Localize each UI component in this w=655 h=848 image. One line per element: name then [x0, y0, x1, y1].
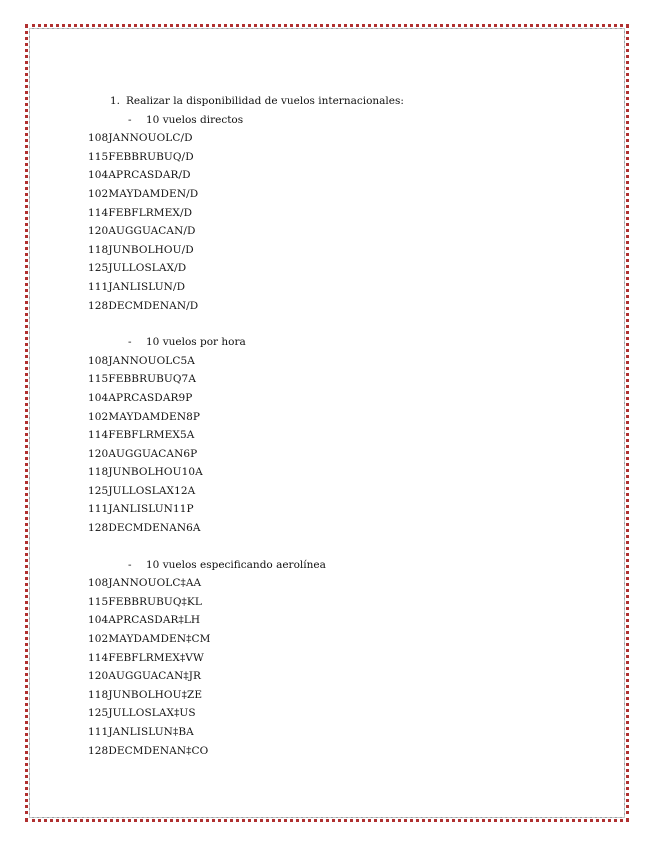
code-line: 115FEBBRUBUQ/D: [88, 150, 194, 163]
code-line: 111JANLISLUN11P: [88, 503, 194, 516]
code-line: 125JULLOSLAX12A: [88, 484, 196, 497]
code-line: 102MAYDAMDEN/D: [88, 187, 199, 200]
section-title: 10 vuelos especificando aerolínea: [146, 558, 326, 571]
code-line: 104APRCASDAR9P: [88, 391, 193, 404]
code-line: 114FEBFLRMEX/D: [88, 206, 193, 219]
code-list-aerolinea: [88, 574, 588, 760]
code-line: 118JUNBOLHOU/D: [88, 243, 194, 256]
code-line: 120AUGGUACAN/D: [88, 225, 196, 238]
code-line: 125JULLOSLAX/D: [88, 262, 187, 275]
code-line: 120AUGGUACAN‡JR: [88, 670, 202, 683]
spacer: [88, 538, 588, 556]
code-line: 108JANNOUOLC/D: [88, 132, 193, 145]
code-line: 102MAYDAMDEN8P: [88, 410, 201, 423]
bullet-dash: -: [128, 336, 132, 349]
code-line: 108JANNOUOLC5A: [88, 354, 195, 367]
code-line: 120AUGGUACAN6P: [88, 447, 198, 460]
code-line: 118JUNBOLHOU10A: [88, 466, 203, 479]
bullet-dash: -: [128, 113, 132, 126]
code-line: 104APRCASDAR‡LH: [88, 614, 201, 627]
section-title: 10 vuelos por hora: [146, 336, 246, 349]
code-line: 128DECMDENAN‡CO: [88, 744, 209, 757]
code-line: 115FEBBRUBUQ7A: [88, 373, 197, 386]
code-list-directos: [88, 129, 588, 315]
code-line: 118JUNBOLHOU‡ZE: [88, 688, 203, 701]
code-line: 102MAYDAMDEN‡CM: [88, 633, 211, 646]
code-line: 114FEBFLRMEX‡VW: [88, 651, 204, 664]
document-body: [88, 92, 588, 760]
code-line: 128DECMDENAN/D: [88, 299, 199, 312]
numbered-heading: [88, 92, 588, 111]
code-line: 104APRCASDAR/D: [88, 169, 191, 182]
spacer: [88, 315, 588, 333]
code-line: 111JANLISLUN‡BA: [88, 726, 194, 738]
section-title-por-hora: [88, 333, 588, 352]
code-line: 108JANNOUOLC‡AA: [88, 577, 202, 590]
code-line: 128DECMDENAN6A: [88, 522, 201, 535]
code-line: 125JULLOSLAX‡US: [88, 707, 196, 720]
code-line: 114FEBFLRMEX5A: [88, 429, 195, 442]
code-line: 111JANLISLUN/D: [88, 280, 186, 293]
bullet-dash: -: [128, 558, 132, 571]
code-line: 115FEBBRUBUQ‡KL: [88, 595, 202, 608]
section-title: 10 vuelos directos: [146, 113, 244, 126]
section-title-directos: [88, 111, 588, 130]
heading-number: 1.: [110, 95, 121, 107]
code-list-por-hora: [88, 352, 588, 538]
section-title-aerolinea: [88, 556, 588, 575]
heading-text: Realizar la disponibilidad de vuelos internacionales:: [126, 95, 404, 107]
